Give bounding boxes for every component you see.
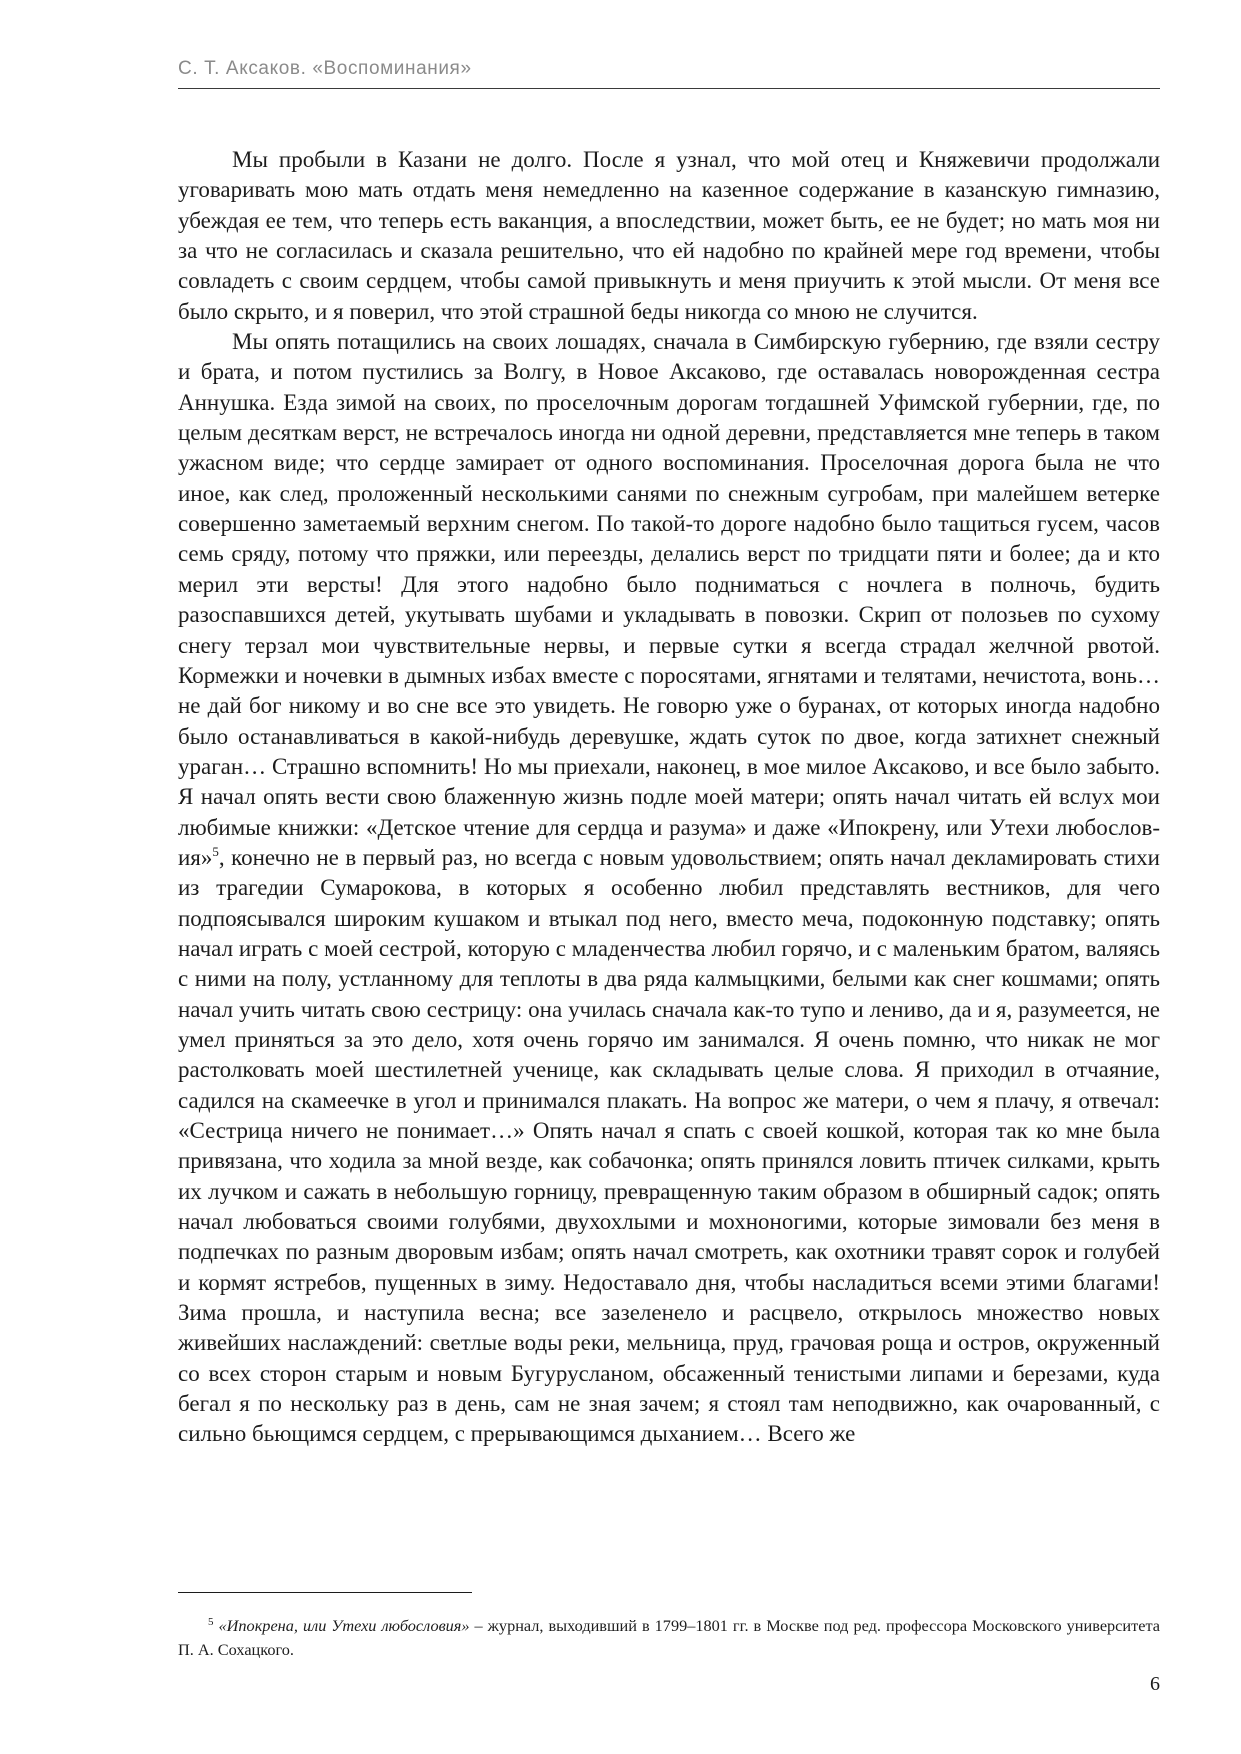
page-number: 6 [1150, 1673, 1160, 1695]
footnote-title: «Ипокрена, или Утехи любословия» [218, 1616, 470, 1635]
paragraph-1: Мы пробыли в Казани не долго. После я узнал, что мой отец и Княжевичи продолжали уговаривать мою мать отдать меня немедленно на казенное содержание в казанскую гимназию, убеждая ее тем, что теперь есть ваканция, а впоследствии, может быть, ее не будет; но мать моя ни за что не согласилась и сказала решительно, что ей надобно по крайней мере год времени, чтобы совладеть с своим сердцем, чтобы самой привыкнуть и меня приучить к этой мысли. От меня все было скрыто, и я поверил, что этой страшной беды никогда со мною не случится. [178, 147, 1160, 324]
paragraph-2 [178, 327, 1160, 1450]
body-text [178, 145, 1160, 1450]
footnote [178, 1614, 1160, 1662]
paragraph-2-part-2: , конечно не в первый раз, но всегда с новым удовольствием; опять начал декламировать стихи из трагедии Сумарокова, в которых я особенно любил представлять вестников, для чего подпоясывался широким кушаком и втыкал под него, вместо меча, подоконную подставку; опять начал играть с моей сестрой, которую с младенчества любил горячо, и с маленьким братом, валяясь с ними на полу, устланному для теплоты в два ряда калмыцкими, белыми как снег кошмами; опять начал учить читать свою сестрицу: она училась сначала как-то тупо и лениво, да и я, разумеется, не умел приняться за это дело, хотя очень горячо им занимался. Я очень помню, что никак не мог растолковать моей шестилетней ученице, как складывать целые слова. Я приходил в отчаяние, садился на скамеечке в угол и принимался плакать. На вопрос же матери, о чем я плачу, я отвечал: «Сестрица ничего не понимает…» Опять начал я спать с своей кошкой, которая так ко мне была привязана, что ходила за мной везде, как собачонка; опять принялся ловить птичек силками, крыть их лучком и сажать в небольшую горницу, превращенную таким образом в обширный садок; опять начал любоваться своими голубями, двухохлыми и мохноногими, которые зимовали без меня в подпечках по разным дворовым избам; опять начал смотреть, как охотники травят сорок и голубей и кормят ястребов, пущенных в зиму. Недоставало дня, чтобы насладиться всеми этими благами! Зима прошла, и наступила весна; все зазеленело и расцвело, открылось множество новых живейших наслаждений: светлые воды реки, мельница, пруд, грачовая роща и остров, окруженный со всех сторон старым и новым Бугурусланом, обсаженный тенистыми липами и березами, куда бегал я по нескольку раз в день, сам не зная зачем; я стоял там неподвижно, как очарованный, с сильно бьющимся сердцем, с прерывающимся дыханием… Всего же [178, 844, 1160, 1447]
footnote-divider [178, 1592, 472, 1593]
paragraph-2-part-1: Мы опять потащились на своих лошадях, сначала в Симбирскую губернию, где взяли сестру и брата, и потом пустились за Волгу, в Новое Аксаково, где оставалась новорожденная сестра Аннушка. Езда зимой на своих, по проселочным дорогам тогдашней Уфимской губернии, где, по целым десяткам верст, не встречалось иногда ни одной деревни, представляется мне теперь в таком ужасном виде; что сердце замирает от одного воспоминания. Проселочная дорога была не что иное, как след, проложенный несколькими санями по снежным сугробам, при малейшем ветерке совершенно заметаемый верхним снегом. По такой-то дороге надобно было тащиться гусем, часов семь сряду, потому что пряжки, или переезды, делались верст по тридцати пяти и более; да и кто мерил эти версты! Для этого надобно было подниматься с ночлега в полночь, будить разоспавшихся детей, укутывать шубами и укладывать в повозки. Скрип от полозьев по сухому снегу терзал мои чувствительные нервы, и первые сутки я всегда страдал желчной рвотой. Кормежки и ночевки в дымных избах вместе с поросятами, ягнятами и телятами, нечистота, вонь… не дай бог никому и во сне все это увидеть. Не говорю уже о буранах, от которых иногда надобно было останавливаться в какой-нибудь деревушке, ждать суток по двое, когда затихнет снежный ураган… Страшно вспомнить! Но мы приехали, наконец, в мое милое Аксаково, и все было забыто. Я начал опять вести свою блаженную жизнь подле моей матери; опять начал читать ей вслух мои любимые книжки: «Детское чтение для сердца и разума» и даже «Ипокрену, или Утехи любословия» [178, 329, 1160, 870]
header-divider [178, 88, 1160, 89]
running-head: С. Т. Аксаков. «Воспоминания» [178, 58, 472, 79]
footnote-reference[interactable]: 5 [212, 843, 219, 859]
footnote-number: 5 [208, 1616, 214, 1628]
footnote-text: – журнал, выходивший в 1799–1801 гг. в Москве под ред. профессора Московского университета П. А. Сохацкого. [178, 1616, 1161, 1659]
